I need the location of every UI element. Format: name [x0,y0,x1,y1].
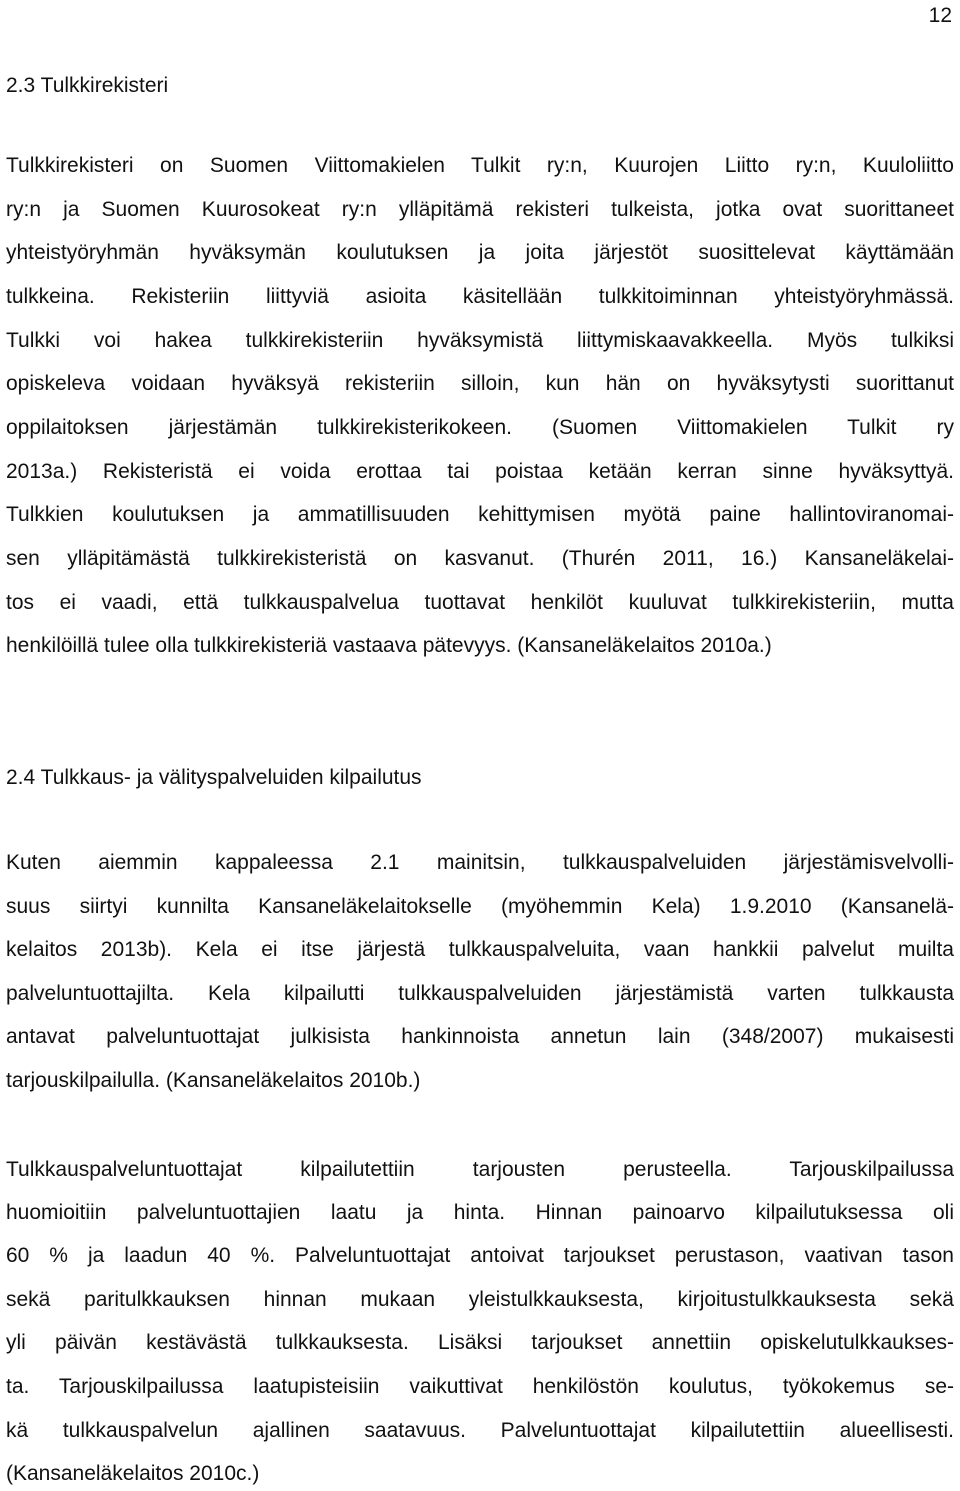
text-line: tos ei vaadi, että tulkkauspalvelua tuottavat henkilöt kuuluvat tulkkirekisteriin, mutta [6,591,954,614]
text-line: Tulkki voi hakea tulkkirekisteriin hyväksymistä liittymiskaavakkeella. Myös tulkiksi [6,329,954,352]
text-line: tarjouskilpailulla. (Kansaneläkelaitos 2010b.) [6,1069,421,1092]
text-line: Tulkkien koulutuksen ja ammatillisuuden kehittymisen myötä paine hallintoviranomai- [6,503,954,526]
text-line: yhteistyöryhmän hyväksymän koulutuksen ja joita järjestöt suosittelevat käyttämään [6,241,954,264]
text-line: ry:n ja Suomen Kuurosokeat ry:n ylläpitämä rekisteri tulkeista, jotka ovat suorittaneet [6,198,954,221]
text-line: opiskeleva voidaan hyväksyä rekisteriin silloin, kun hän on hyväksytysti suorittanut [6,372,954,395]
text-line: antavat palveluntuottajat julkisista hankinnoista annetun lain (348/2007) mukaisesti [6,1025,954,1048]
text-line: kelaitos 2013b). Kela ei itse järjestä tulkkauspalveluita, vaan hankkii palvelut muilta [6,938,954,961]
text-line: oppilaitoksen järjestämän tulkkirekisterikokeen. (Suomen Viittomakielen Tulkit ry [6,416,954,439]
text-line: yli päivän kestävästä tulkkauksesta. Lisäksi tarjoukset annettiin opiskelutulkkaukses- [6,1331,954,1354]
text-line: sekä paritulkkauksen hinnan mukaan yleistulkkauksesta, kirjoitustulkkauksesta sekä [6,1288,954,1311]
section-2-4-heading: 2.4 Tulkkaus- ja välityspalveluiden kilpailutus [6,766,422,789]
text-line: huomioitiin palveluntuottajien laatu ja hinta. Hinnan painoarvo kilpailutuksessa oli [6,1201,954,1224]
text-line: henkilöillä tulee olla tulkkirekisteriä vastaava pätevyys. (Kansaneläkelaitos 2010a.) [6,634,772,657]
section-2-3-heading: 2.3 Tulkkirekisteri [6,74,169,97]
text-line: (Kansaneläkelaitos 2010c.) [6,1462,260,1485]
text-line: 60 % ja laadun 40 %. Palveluntuottajat antoivat tarjoukset perustason, vaativan tason [6,1244,954,1267]
text-line: kä tulkkauspalvelun ajallinen saatavuus. Palveluntuottajat kilpailutettiin alueellisesti. [6,1419,954,1442]
text-line: 2013a.) Rekisteristä ei voida erottaa tai poistaa ketään kerran sinne hyväksyttyä. [6,460,954,483]
text-line: sen ylläpitämästä tulkkirekisteristä on kasvanut. (Thurén 2011, 16.) Kansaneläkelai- [6,547,954,570]
text-line: Tulkkauspalveluntuottajat kilpailutettiin tarjousten perusteella. Tarjouskilpailussa [6,1158,954,1181]
text-line: ta. Tarjouskilpailussa laatupisteisiin vaikuttivat henkilöstön koulutus, työkokemus se- [6,1375,954,1398]
text-line: tulkkeina. Rekisteriin liittyviä asioita käsitellään tulkkitoiminnan yhteistyöryhmässä. [6,285,954,308]
text-line: Kuten aiemmin kappaleessa 2.1 mainitsin, tulkkauspalveluiden järjestämisvelvolli- [6,851,954,874]
text-line: Tulkkirekisteri on Suomen Viittomakielen Tulkit ry:n, Kuurojen Liitto ry:n, Kuuloliitto [6,154,954,177]
page-number: 12 [928,4,952,27]
text-line: suus siirtyi kunnilta Kansaneläkelaitokselle (myöhemmin Kela) 1.9.2010 (Kansanelä- [6,895,954,918]
text-line: palveluntuottajilta. Kela kilpailutti tulkkauspalveluiden järjestämistä varten tulkkausta [6,982,954,1005]
